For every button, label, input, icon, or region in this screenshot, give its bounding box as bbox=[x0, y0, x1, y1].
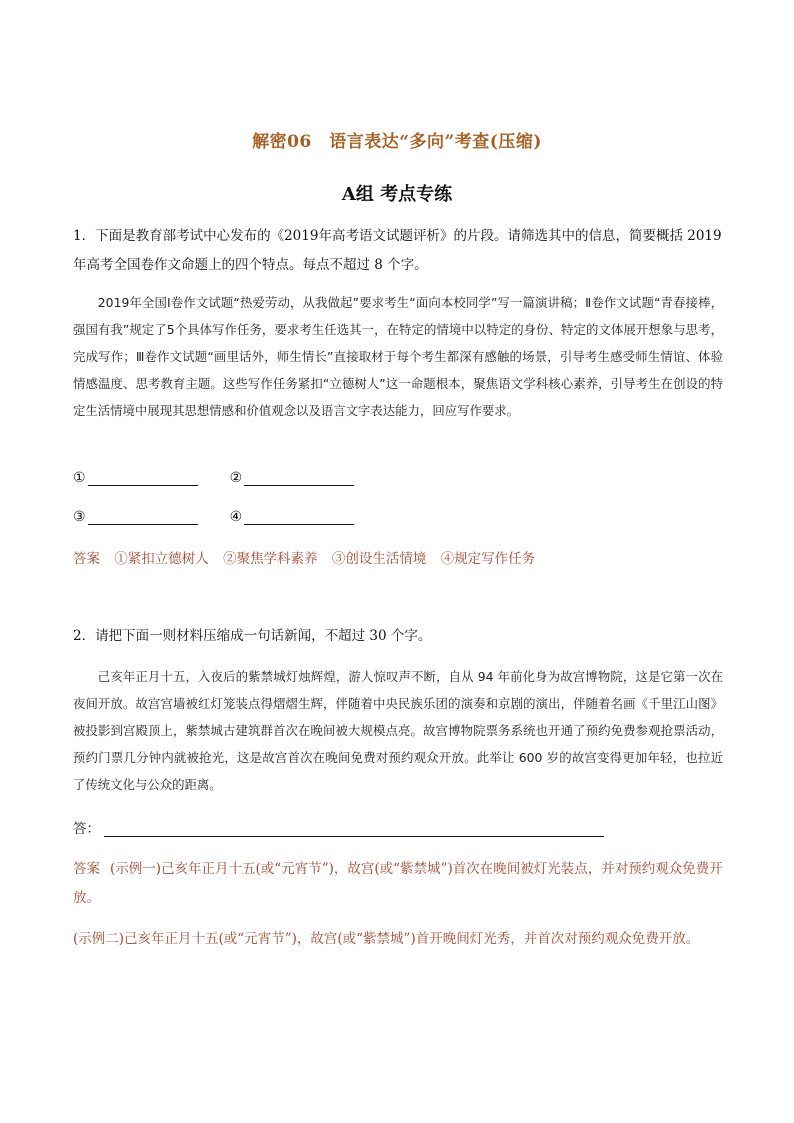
blank-2-line[interactable] bbox=[244, 471, 354, 486]
answer-tag: 答案 bbox=[73, 551, 100, 567]
question-2-answer-field[interactable] bbox=[73, 817, 604, 837]
question-1-blank-row-2 bbox=[73, 509, 386, 525]
example-1-text: (示例一)己亥年正月十五(或“元宵节”)，故宫(或“紫禁城”)首次在晚间被灯光装点，并对预约观众免费开放。 bbox=[73, 861, 723, 906]
question-1-answer bbox=[73, 545, 723, 574]
blank-3-marker: ③ bbox=[73, 509, 86, 525]
blank-2[interactable] bbox=[230, 470, 355, 486]
answer-label: 答： bbox=[73, 821, 100, 837]
blank-1[interactable] bbox=[73, 470, 198, 486]
answer-item-1: ①紧扣立德树人 bbox=[114, 551, 209, 567]
section-subtitle: A组 考点专练 bbox=[341, 184, 453, 205]
answer-item-2: ②聚焦学科素养 bbox=[223, 551, 318, 567]
question-1-blank-row-1 bbox=[73, 470, 386, 486]
answer-item-3: ③创设生活情境 bbox=[331, 551, 427, 567]
blank-1-marker: ① bbox=[73, 470, 86, 486]
blank-4[interactable] bbox=[230, 509, 355, 525]
question-2-prompt: 2．请把下面一则材料压缩成一句话新闻，不超过 30 个字。 bbox=[73, 628, 432, 644]
question-2-passage: 己亥年正月十五，入夜后的紫禁城灯烛辉煌，游人惊叹声不断，自从 94 年前化身为故宫博物院，这是它第一次在夜间开放。故宫宫墙被红灯笼装点得熠熠生辉，伴随着中央民族乐团的演奏和京剧的演出，伴随着名画《千里江山图》被投影到宫殿顶上，紫禁城古建筑群首次在晚间被大规模点亮。故宫博物院票务系统也开通了预约免费参观抢票活动，预约门票几分钟内就被抢光，这是故宫首次在晚间免费对预约观众开放。此举让 600 岁的故宫变得更加年轻，也拉近了传统文化与公众的距离。 bbox=[73, 669, 723, 792]
blank-4-line[interactable] bbox=[244, 510, 354, 525]
question-1-prompt: 1．下面是教育部考试中心发布的《2019年高考语文试题评析》的片段。请筛选其中的信息，简要概括 2019 年高考全国卷作文命题上的四个特点。每点不超过 8 个字。 bbox=[73, 228, 722, 273]
question-2-answer-example-2: (示例二)己亥年正月十五(或“元宵节”)，故宫(或“紫禁城”)首开晚间灯光秀，并首次对预约观众免费开放。 bbox=[73, 931, 700, 947]
blank-3[interactable] bbox=[73, 509, 198, 525]
question-1-passage: 2019年全国Ⅰ卷作文试题“热爱劳动，从我做起”要求考生“面向本校同学”写一篇演讲稿；Ⅱ卷作文试题“青春接棒，强国有我”规定了5个具体写作任务，要求考生任选其一，在特定的情境中以特定的身份、特定的文体展开想象与思考，完成写作；Ⅲ卷作文试题“画里话外，师生情长”直接取材于每个考生都深有感触的场景，引导考生感受师生情谊、体验情感温度、思考教育主题。这些写作任务紧扣“立德树人”这一命题根本，聚焦语文学科核心素养，引导考生在创设的特定生活情境中展现其思想情感和价值观念以及语言文字表达能力，回应写作要求。 bbox=[73, 295, 723, 418]
blank-3-line[interactable] bbox=[88, 510, 198, 525]
blank-1-line[interactable] bbox=[88, 471, 198, 486]
question-2-answer-example-1 bbox=[73, 855, 723, 913]
answer-tag: 答案 bbox=[73, 861, 100, 877]
blank-2-marker: ② bbox=[229, 470, 243, 486]
blank-4-marker: ④ bbox=[229, 509, 243, 525]
answer-item-4: ④规定写作任务 bbox=[440, 551, 536, 567]
answer-line[interactable] bbox=[104, 821, 604, 837]
document-title: 解密06 语言表达“多向”考查(压缩) bbox=[252, 132, 542, 152]
